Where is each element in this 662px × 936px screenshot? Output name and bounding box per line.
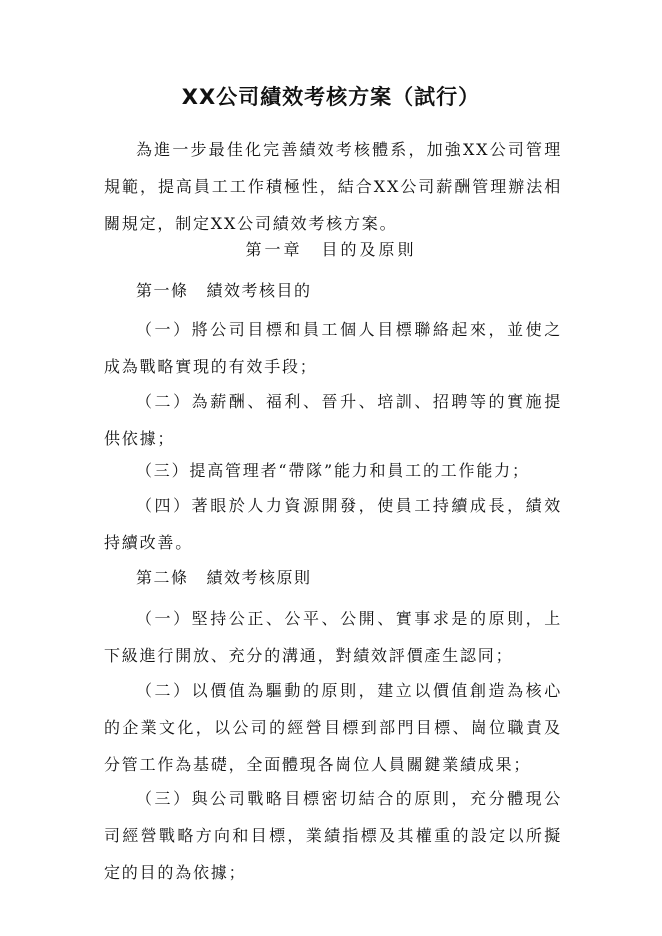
article-name: 績效考核目的 (206, 281, 312, 300)
document-title: XX公司績效考核方案（試行） (181, 85, 481, 109)
article-name: 績效考核原則 (206, 568, 312, 587)
article-item: （四）著眼於人力資源開發，使員工持續成長，績效持續改善。 (104, 496, 562, 552)
article-item: （一）將公司目標和員工個人目標聯絡起來，並使之成為戰略實現的有效手段； (104, 320, 562, 376)
intro-paragraph: 為進一步最佳化完善績效考核體系，加強XX公司管理規範，提高員工工作積極性，結合XX公司薪酬管理辦法相關規定，制定XX公司績效考核方案。 (104, 140, 562, 233)
article-number: 第二條 (136, 568, 189, 587)
article-item: （三）提高管理者“帶隊”能力和員工的工作能力； (136, 461, 530, 480)
article-item: （二）以價值為驅動的原則，建立以價值創造為核心的企業文化，以公司的經營目標到部門目標、崗位職責及分管工作為基礎，全面體現各崗位人員關鍵業績成果； (104, 681, 562, 774)
article-item: （一）堅持公正、公平、公開、實事求是的原則，上下級進行開放、充分的溝通，對績效評價產生認同； (104, 609, 562, 665)
article-heading (136, 276, 312, 306)
article-item: （二）為薪酬、福利、晉升、培訓、招聘等的實施提供依據； (104, 392, 562, 448)
article-number: 第一條 (136, 281, 189, 300)
article-heading (136, 563, 312, 593)
article-item: （三）與公司戰略目標密切結合的原則，充分體現公司經營戰略方向和目標，業績指標及其權重的設定以所擬定的目的為依據； (104, 789, 562, 882)
chapter-heading: 第一章 目的及原則 (245, 240, 417, 259)
